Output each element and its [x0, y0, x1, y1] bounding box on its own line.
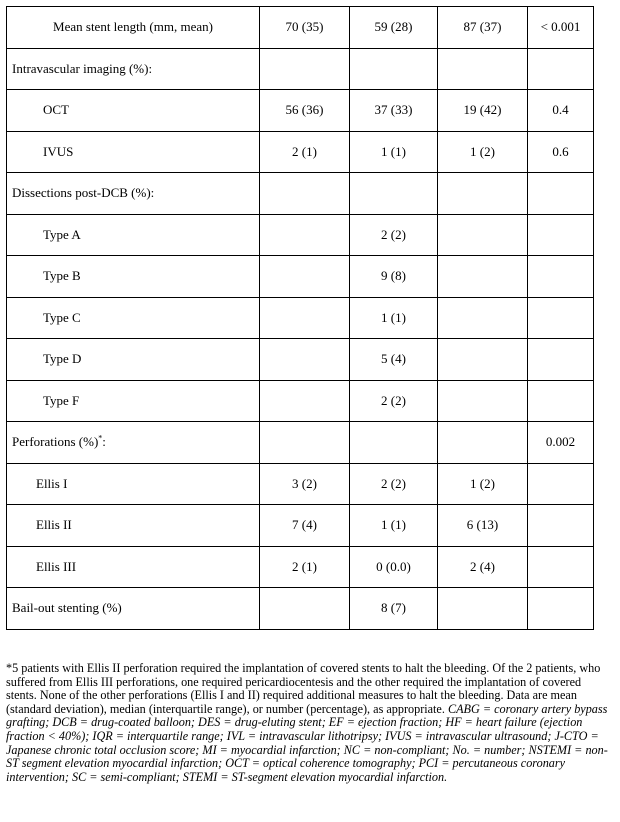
cell-group-3: [438, 588, 528, 630]
cell-group-1: 2 (1): [260, 546, 350, 588]
cell-p-value: [528, 505, 594, 547]
row-label: Intravascular imaging (%):: [7, 48, 260, 90]
cell-group-3: 6 (13): [438, 505, 528, 547]
cell-p-value: [528, 48, 594, 90]
cell-group-3: 1 (2): [438, 463, 528, 505]
cell-group-3: [438, 339, 528, 381]
row-label: Type A: [7, 214, 260, 256]
table-row-ellis-iii: [7, 546, 594, 588]
cell-group-1: [260, 297, 350, 339]
cell-group-2: 59 (28): [350, 7, 438, 49]
cell-group-2: 37 (33): [350, 90, 438, 132]
row-label: Ellis I: [7, 463, 260, 505]
cell-group-1: 3 (2): [260, 463, 350, 505]
cell-group-1: [260, 339, 350, 381]
results-table: [6, 6, 594, 630]
cell-group-1: [260, 588, 350, 630]
cell-p-value: [528, 588, 594, 630]
cell-group-2: 2 (2): [350, 463, 438, 505]
row-label: Dissections post-DCB (%):: [7, 173, 260, 215]
row-label: Mean stent length (mm, mean): [7, 7, 260, 49]
cell-group-2: 1 (1): [350, 131, 438, 173]
cell-p-value: 0.6: [528, 131, 594, 173]
cell-p-value: [528, 297, 594, 339]
cell-p-value: [528, 546, 594, 588]
cell-group-1: 7 (4): [260, 505, 350, 547]
table-row-ellis-i: [7, 463, 594, 505]
cell-p-value: [528, 256, 594, 298]
cell-group-1: [260, 256, 350, 298]
cell-p-value: [528, 339, 594, 381]
table-row-mean-stent-length: [7, 7, 594, 49]
row-label: OCT: [7, 90, 260, 132]
cell-group-2: 5 (4): [350, 339, 438, 381]
row-label: IVUS: [7, 131, 260, 173]
cell-group-2: 1 (1): [350, 297, 438, 339]
cell-group-3: [438, 256, 528, 298]
cell-group-1: [260, 173, 350, 215]
footnote-text: *5 patients with Ellis II perforation required the implantation of covered stents to halt the bleeding. Of the 2 patients, who suffered from Ellis III perforations, one required pericardiocentesis and the other required the implantation of covered stents. None of the other perforations (Ellis I and II) required additional measures to halt the bleeding. Data are mean (standard deviation), median (interquartile range), or number (percentage), as appropriate.: [6, 661, 601, 716]
row-label-suffix: :: [102, 434, 106, 450]
table-row-ellis-ii: [7, 505, 594, 547]
cell-group-3: [438, 422, 528, 464]
cell-group-3: 87 (37): [438, 7, 528, 49]
cell-group-1: [260, 214, 350, 256]
cell-group-2: 9 (8): [350, 256, 438, 298]
cell-group-2: [350, 422, 438, 464]
cell-group-2: [350, 48, 438, 90]
cell-group-3: 1 (2): [438, 131, 528, 173]
table-row-bail-out-stenting: [7, 588, 594, 630]
table-row-type-b: [7, 256, 594, 298]
cell-group-2: 1 (1): [350, 505, 438, 547]
row-label: Type D: [7, 339, 260, 381]
cell-p-value: < 0.001: [528, 7, 594, 49]
table-footnote: [6, 662, 612, 784]
cell-group-3: [438, 214, 528, 256]
table-row-oct: [7, 90, 594, 132]
row-label: Bail-out stenting (%): [7, 588, 260, 630]
table-row-type-c: [7, 297, 594, 339]
cell-group-1: 2 (1): [260, 131, 350, 173]
table-row-type-d: [7, 339, 594, 381]
cell-group-2: 0 (0.0): [350, 546, 438, 588]
cell-group-3: [438, 297, 528, 339]
footnote-marker: *: [98, 433, 103, 443]
row-label: Type B: [7, 256, 260, 298]
row-label: [7, 422, 260, 464]
cell-group-2: 2 (2): [350, 214, 438, 256]
table-row-intravascular-imaging: [7, 48, 594, 90]
cell-group-2: 2 (2): [350, 380, 438, 422]
cell-group-3: [438, 173, 528, 215]
cell-group-3: [438, 380, 528, 422]
abbreviations-text: CABG = coronary artery bypass grafting; DCB = drug-coated balloon; DES = drug-eluting stent; EF = ejection fraction; HF = heart failure (ejection fraction < 40%); IQR = interquartile range; IVL = intravascular lithotripsy; IVUS = intravascular ultrasound; J-CTO = Japanese chronic total occlusion score; MI = myocardial infarction; NC = non-compliant; No. = number; NSTEMI = non-ST segment elevation myocardial infarction; OCT = optical coherence tomography; PCI = percutaneous coronary intervention; SC = semi-compliant; STEMI = ST-segment elevation myocardial infarction.: [6, 701, 608, 784]
cell-p-value: [528, 463, 594, 505]
cell-p-value: [528, 214, 594, 256]
row-label: Type F: [7, 380, 260, 422]
cell-group-1: [260, 48, 350, 90]
cell-p-value: 0.002: [528, 422, 594, 464]
cell-group-1: [260, 422, 350, 464]
cell-p-value: [528, 173, 594, 215]
row-label: Type C: [7, 297, 260, 339]
cell-group-3: 2 (4): [438, 546, 528, 588]
table-row-ivus: [7, 131, 594, 173]
row-label: Ellis II: [7, 505, 260, 547]
cell-group-1: [260, 380, 350, 422]
cell-group-1: 56 (36): [260, 90, 350, 132]
cell-group-2: [350, 173, 438, 215]
table-row-dissections: [7, 173, 594, 215]
row-label-text: Perforations (%): [12, 434, 99, 450]
table-row-type-a: [7, 214, 594, 256]
table-row-type-f: [7, 380, 594, 422]
cell-group-3: [438, 48, 528, 90]
cell-p-value: 0.4: [528, 90, 594, 132]
cell-group-3: 19 (42): [438, 90, 528, 132]
cell-p-value: [528, 380, 594, 422]
table-row-perforations: [7, 422, 594, 464]
cell-group-1: 70 (35): [260, 7, 350, 49]
cell-group-2: 8 (7): [350, 588, 438, 630]
row-label: Ellis III: [7, 546, 260, 588]
